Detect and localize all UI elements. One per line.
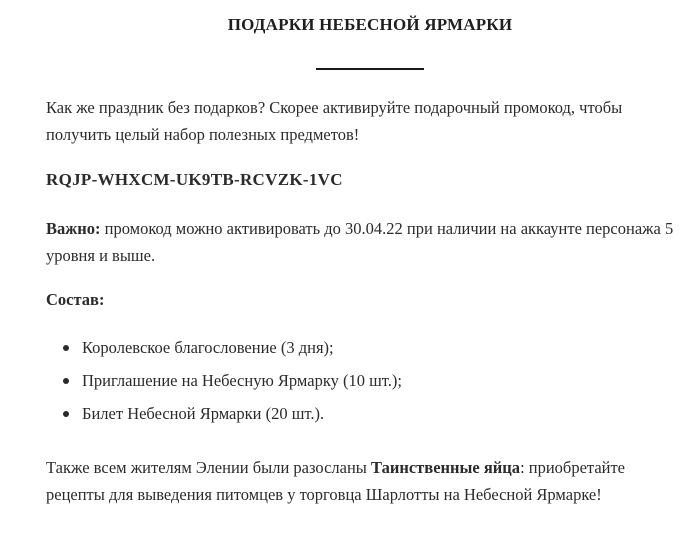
outro-text-start: Также всем жителям Элении были разосланы (46, 458, 371, 477)
important-label: Важно: (46, 219, 101, 238)
list-item (46, 367, 402, 400)
article-title: ПОДАРКИ НЕБЕСНОЙ ЯРМАРКИ (227, 15, 513, 34)
mystery-eggs-label: Таинственные яйца (371, 458, 521, 477)
bullet-icon (63, 378, 69, 384)
title-divider (316, 68, 424, 70)
bullet-icon (63, 345, 69, 351)
list-item (46, 334, 402, 367)
important-paragraph (46, 215, 676, 269)
list-item-text: Королевское благословение (3 дня); (82, 338, 334, 357)
important-text: промокод можно активировать до 30.04.22 при наличии на аккаунте персонажа 5 уровня и выше. (46, 219, 674, 265)
list-item-text: Билет Небесной Ярмарки (20 шт.). (82, 404, 325, 423)
list-item-text: Приглашение на Небесную Ярмарку (10 шт.); (82, 371, 402, 390)
outro-paragraph (46, 454, 676, 508)
outro-text-end: : приобретайте рецепты для выведения питомцев у торговца Шарлотты на Небесной Ярмарке! (46, 458, 626, 504)
rewards-list (46, 334, 402, 433)
composition-heading: Состав: (46, 290, 105, 309)
bullet-icon (63, 411, 69, 417)
intro-paragraph: Как же праздник без подарков? Скорее активируйте подарочный промокод, чтобы получить целый набор полезных предметов! (46, 98, 623, 144)
list-item (46, 400, 402, 433)
promo-code[interactable]: RQJP-WHXCM-UK9TB-RCVZK-1VC (46, 170, 343, 189)
